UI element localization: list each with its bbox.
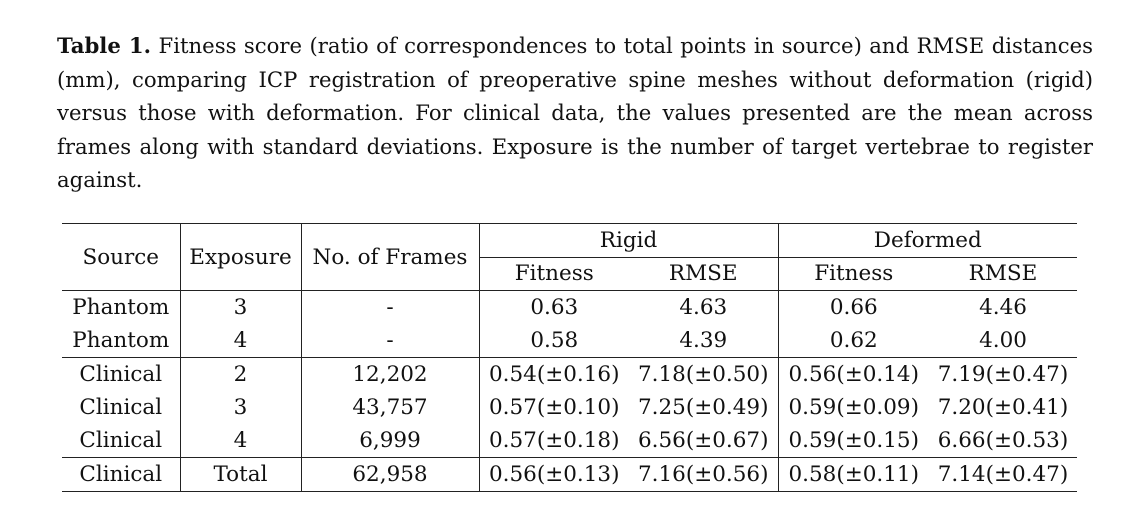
cell-rigid-fitness: 0.57(±0.10) <box>488 395 620 420</box>
table-row <box>62 424 1077 458</box>
cell-rigid-rmse: 7.18(±0.50) <box>629 358 778 392</box>
cell-rigid-fitness: 0.63 <box>479 291 629 325</box>
cell-frames: 43,757 <box>301 391 479 424</box>
table-row <box>62 391 1077 424</box>
cell-deformed-fitness: 0.59(±0.15) <box>788 428 920 453</box>
header-deformed: Deformed <box>778 224 1077 258</box>
cell-rigid-fitness: 0.54(±0.16) <box>479 358 629 392</box>
cell-deformed-fitness: 0.58(±0.11) <box>778 458 929 492</box>
header-rigid: Rigid <box>479 224 778 258</box>
header-deformed-rmse: RMSE <box>968 261 1038 286</box>
cell-frames: - <box>301 324 479 358</box>
cell-rigid-fitness: 0.58 <box>530 328 579 353</box>
header-source: Source <box>62 224 180 291</box>
cell-source: Clinical <box>62 391 180 424</box>
cell-rigid-rmse: 7.25(±0.49) <box>629 391 778 424</box>
header-frames: No. of Frames <box>301 224 479 291</box>
cell-exposure: 4 <box>180 324 301 358</box>
cell-deformed-rmse: 7.20(±0.41) <box>937 395 1069 420</box>
table-row <box>62 358 1077 392</box>
cell-source: Clinical <box>62 358 180 392</box>
cell-exposure: 3 <box>180 291 301 325</box>
cell-frames: 6,999 <box>301 424 479 458</box>
cell-exposure: 4 <box>180 424 301 458</box>
cell-rigid-rmse: 4.39 <box>629 324 778 358</box>
cell-deformed-fitness: 0.66 <box>778 291 929 325</box>
cell-exposure: 2 <box>180 358 301 392</box>
cell-rigid-fitness: 0.56(±0.13) <box>479 458 629 492</box>
cell-rigid-rmse: 4.63 <box>629 291 778 325</box>
cell-frames: 62,958 <box>301 458 479 492</box>
cell-frames: 12,202 <box>301 358 479 392</box>
header-deformed-fitness: Fitness <box>814 261 894 286</box>
cell-deformed-fitness: 0.56(±0.14) <box>778 358 929 392</box>
cell-source: Phantom <box>62 291 180 325</box>
table-row <box>62 324 1077 358</box>
cell-rigid-rmse: 7.16(±0.56) <box>629 458 778 492</box>
cell-deformed-rmse: 7.19(±0.47) <box>929 358 1077 392</box>
cell-deformed-rmse: 7.14(±0.47) <box>929 458 1077 492</box>
cell-deformed-rmse: 6.66(±0.53) <box>937 428 1069 453</box>
table-row-total <box>62 458 1077 492</box>
cell-source: Clinical <box>62 458 180 492</box>
cell-exposure: 3 <box>180 391 301 424</box>
cell-rigid-rmse: 6.56(±0.67) <box>629 424 778 458</box>
cell-source: Clinical <box>62 424 180 458</box>
caption-label: Table 1. <box>57 33 152 58</box>
header-row-top <box>62 224 1077 258</box>
cell-source: Phantom <box>62 324 180 358</box>
caption-text: Fitness score (ratio of correspondences to total points in source) and RMSE distances (mm), comparing ICP registration of preoperative spine meshes without deformation (rigid) versus those with deformation. For clinical data, the values presented are the mean across frames along with standard deviations. Exposure is the number of target vertebrae to register against. <box>57 33 1093 192</box>
cell-deformed-rmse: 4.00 <box>979 328 1027 353</box>
cell-deformed-fitness: 0.62 <box>829 328 878 353</box>
cell-deformed-fitness: 0.59(±0.09) <box>788 395 920 420</box>
table-caption <box>57 29 1093 197</box>
header-exposure: Exposure <box>180 224 301 291</box>
cell-deformed-rmse: 4.46 <box>929 291 1077 325</box>
header-rigid-rmse: RMSE <box>629 258 778 291</box>
results-table <box>62 223 1077 492</box>
cell-rigid-fitness: 0.57(±0.18) <box>488 428 620 453</box>
cell-exposure: Total <box>180 458 301 492</box>
table-row <box>62 291 1077 325</box>
cell-frames: - <box>301 291 479 325</box>
header-rigid-fitness: Fitness <box>514 261 594 286</box>
